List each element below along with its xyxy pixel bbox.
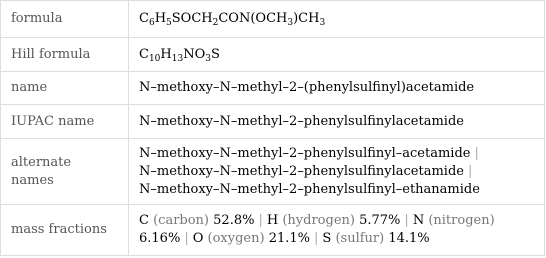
- alternate-name: N–methoxy–N–methyl–2–phenylsulfinylacetamide: [139, 163, 464, 179]
- formula-value: $C_6H_5SOCH_2CON(OCH_3)CH_3$: [129, 1, 545, 38]
- mass-fractions-label: mass fractions: [1, 205, 129, 256]
- row-alternate-names: [1, 139, 545, 205]
- separator: |: [474, 145, 479, 161]
- separator: |: [404, 213, 409, 228]
- separator: |: [258, 213, 263, 228]
- alternate-names-label: alternate names: [1, 139, 129, 205]
- mass-fraction-sulfur: S (sulfur) 14.1%: [322, 231, 430, 246]
- separator: |: [184, 231, 189, 246]
- name-value: N–methoxy–N–methyl–2–(phenylsulfinyl)acetamide: [129, 72, 545, 105]
- hill-formula-label: Hill formula: [1, 38, 129, 72]
- name-label: name: [1, 72, 129, 105]
- mass-fraction-hydrogen: H (hydrogen) 5.77%: [266, 213, 401, 228]
- alternate-names-value: [129, 139, 545, 205]
- alternate-name: N–methoxy–N–methyl–2–phenylsulfinyl–ethanamide: [139, 181, 480, 197]
- mass-fractions-value: [129, 205, 545, 256]
- row-formula: [1, 1, 545, 38]
- separator: |: [467, 163, 473, 179]
- mass-fraction-nitrogen: N (nitrogen) 6.16%: [139, 213, 495, 246]
- row-iupac-name: [1, 105, 545, 139]
- mass-fraction-carbon: C (carbon) 52.8%: [139, 213, 255, 228]
- row-name: [1, 72, 545, 105]
- mass-fraction-oxygen: O (oxygen) 21.1%: [192, 231, 311, 246]
- iupac-name-label: IUPAC name: [1, 105, 129, 139]
- row-mass-fractions: [1, 205, 545, 256]
- hill-formula-value: $C_{10}H_{13}NO_3S$: [129, 38, 545, 72]
- separator: |: [314, 231, 319, 246]
- row-hill-formula: [1, 38, 545, 72]
- iupac-name-value: N–methoxy–N–methyl–2–phenylsulfinylacetamide: [129, 105, 545, 139]
- alternate-name: N–methoxy–N–methyl–2–phenylsulfinyl–acetamide: [139, 145, 471, 161]
- formula-label: formula: [1, 1, 129, 38]
